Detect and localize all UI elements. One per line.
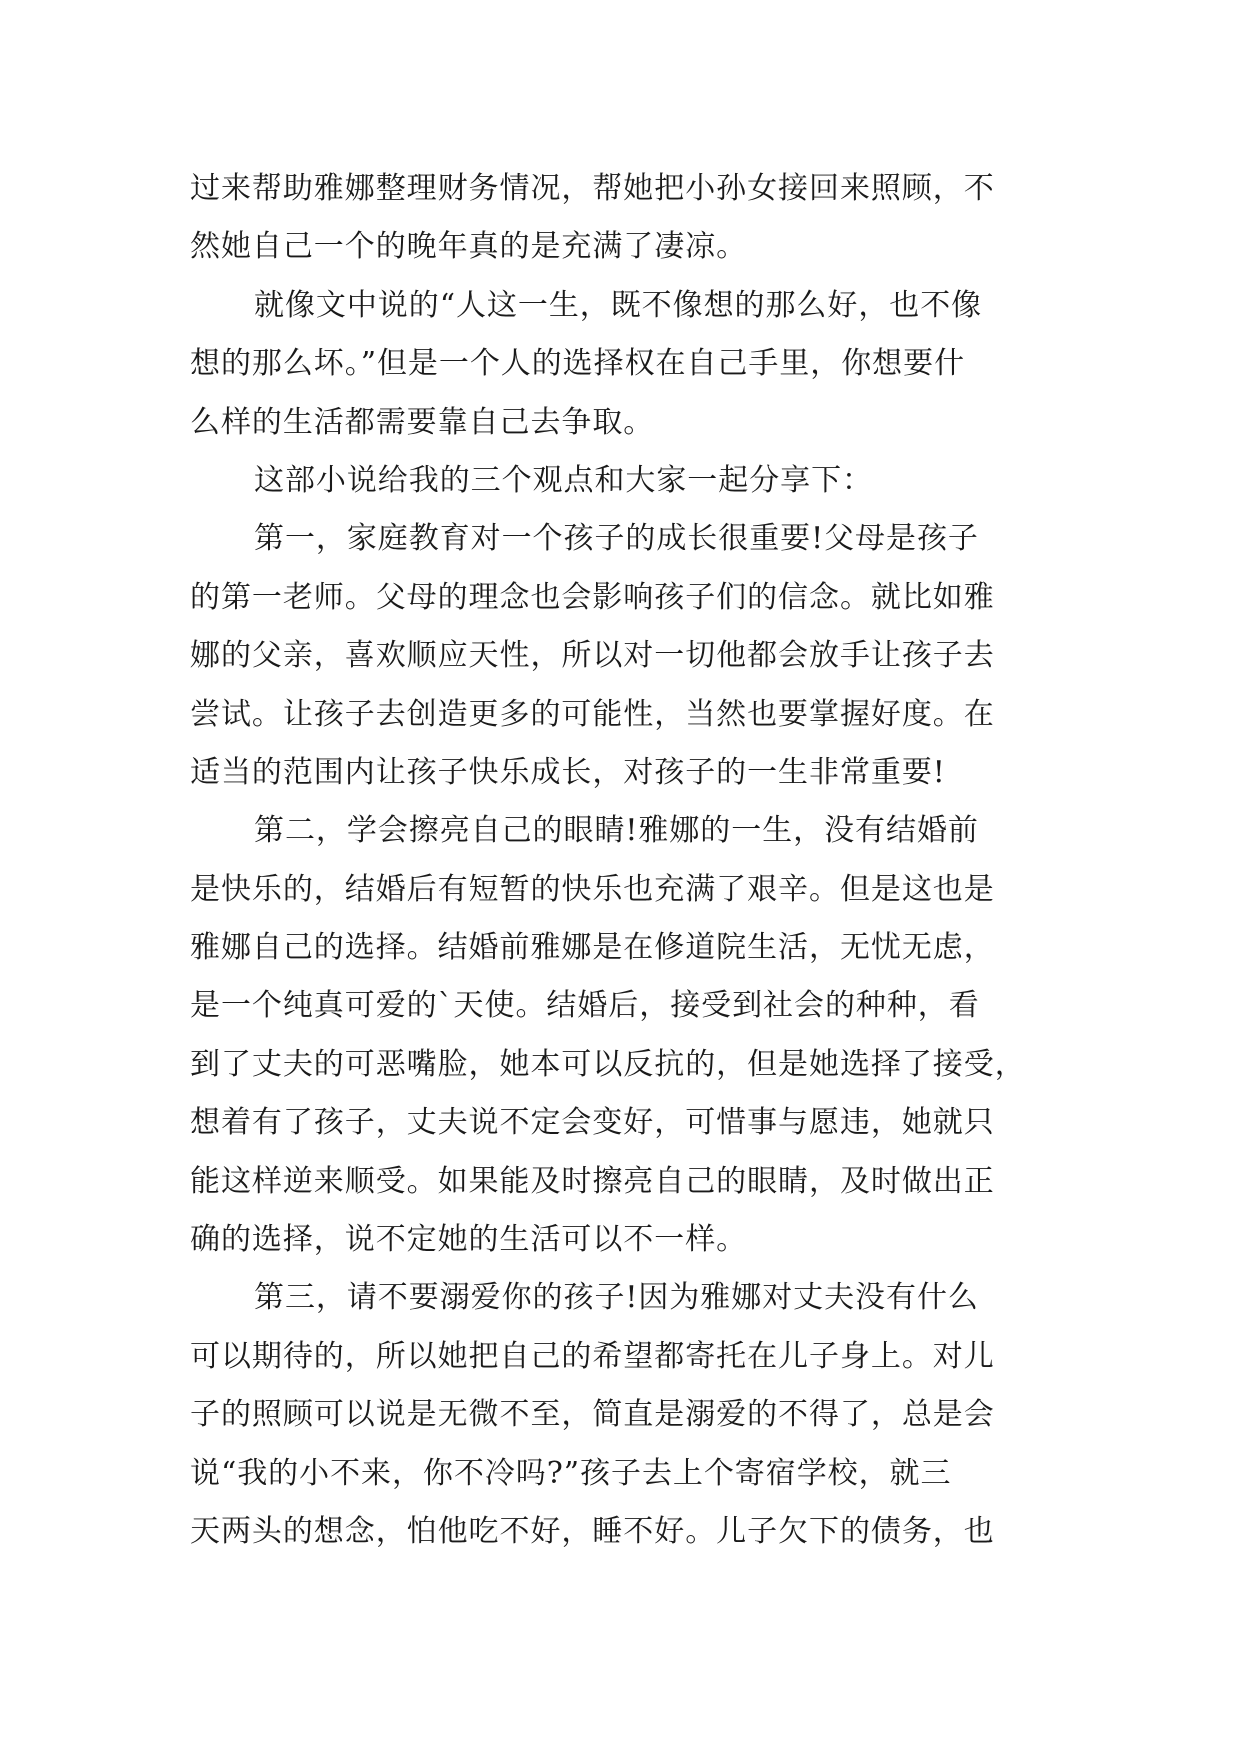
text-line: 可以期待的，所以她把自己的希望都寄托在儿子身上。对儿	[190, 1338, 995, 1374]
text-line: 是快乐的，结婚后有短暂的快乐也充满了艰辛。但是这也是	[190, 871, 995, 907]
text-line: 适当的范围内让孩子快乐成长，对孩子的一生非常重要!	[190, 754, 946, 790]
paragraph-first-line: 就像文中说的“人这一生，既不像想的那么好，也不像	[254, 287, 983, 323]
text-line: 过来帮助雅娜整理财务情况，帮她把小孙女接回来照顾，不	[190, 171, 995, 206]
text-line: 子的照顾可以说是无微不至，简直是溺爱的不得了，总是会	[190, 1397, 995, 1433]
text-line: 能这样逆来顺受。如果能及时擦亮自己的眼睛，及时做出正	[190, 1163, 995, 1199]
text-line: 么样的生活都需要靠自己去争取。	[190, 404, 655, 440]
paragraph-first-line: 第三，请不要溺爱你的孩子!因为雅娜对丈夫没有什么	[254, 1280, 979, 1316]
text-line: 想着有了孩子，丈夫说不定会变好，可惜事与愿违，她就只	[190, 1105, 995, 1141]
body-text	[190, 160, 1070, 1561]
text-line: 到了丈夫的可恶嘴脸，她本可以反抗的，但是她选择了接受，	[190, 1046, 1026, 1082]
text-line: 雅娜自己的选择。结婚前雅娜是在修道院生活，无忧无虑，	[190, 930, 995, 966]
text-line: 说“我的小不来，你不冷吗?”孩子去上个寄宿学校，就三	[190, 1455, 952, 1491]
text-line: 确的选择，说不定她的生活可以不一样。	[190, 1222, 748, 1258]
text-line: 然她自己一个的晚年真的是充满了凄凉。	[190, 229, 748, 265]
text-line: 娜的父亲，喜欢顺应天性，所以对一切他都会放手让孩子去	[190, 638, 995, 674]
text-line: 是一个纯真可爱的`天使。结婚后，接受到社会的种种，看	[190, 988, 980, 1024]
text-line: 尝试。让孩子去创造更多的可能性，当然也要掌握好度。在	[190, 696, 995, 732]
paragraph-first-line: 这部小说给我的三个观点和大家一起分享下：	[254, 462, 873, 498]
text-line: 想的那么坏。”但是一个人的选择权在自己手里，你想要什	[190, 346, 966, 382]
text-line: 的第一老师。父母的理念也会影响孩子们的信念。就比如雅	[190, 579, 995, 615]
paragraph-first-line: 第二，学会擦亮自己的眼睛!雅娜的一生，没有结婚前	[254, 813, 979, 849]
text-line: 天两头的想念，怕他吃不好，睡不好。儿子欠下的债务，也	[190, 1513, 995, 1549]
paragraph-first-line: 第一，家庭教育对一个孩子的成长很重要!父母是孩子	[254, 521, 979, 557]
